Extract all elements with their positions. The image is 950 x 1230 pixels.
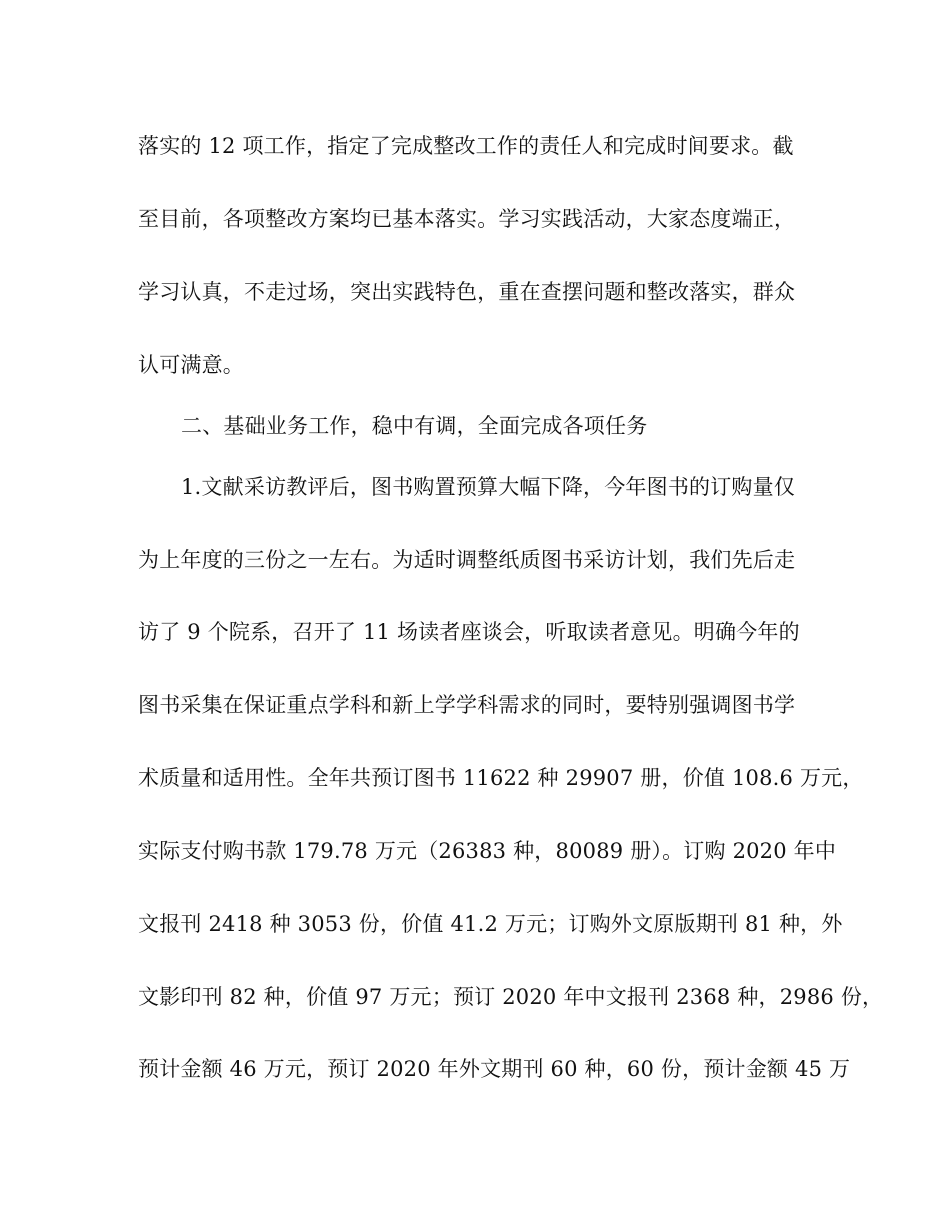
- paragraph-line: 访了 9 个院系，召开了 11 场读者座谈会，听取读者意见。明确今年的: [138, 620, 800, 644]
- paragraph-line: 文报刊 2418 种 3053 份，价值 41.2 万元；订购外文原版期刊 81 种，外: [138, 912, 843, 936]
- paragraph-line: 实际支付购书款 179.78 万元（26383 种，80089 册）。订购 2020 年中: [138, 839, 837, 863]
- paragraph-line: 认可满意。: [138, 353, 244, 377]
- paragraph-line: 文影印刊 82 种，价值 97 万元；预订 2020 年中文报刊 2368 种，2986 份，: [138, 985, 884, 1009]
- paragraph-line: 落实的 12 项工作，指定了完成整改工作的责任人和完成时间要求。截: [138, 134, 794, 158]
- paragraph-line: 学习认真，不走过场，突出实践特色，重在查摆问题和整改落实，群众: [138, 280, 796, 304]
- paragraph-line: 为上年度的三份之一左右。为适时调整纸质图书采访计划，我们先后走: [138, 548, 796, 572]
- paragraph-line: 1.文献采访教评后，图书购置预算大幅下降，今年图书的订购量仅: [181, 475, 796, 499]
- paragraph-line: 图书采集在保证重点学科和新上学学科需求的同时，要特别强调图书学: [138, 693, 796, 717]
- paragraph-line: 预计金额 46 万元，预订 2020 年外文期刊 60 种，60 份，预计金额 45 万: [138, 1057, 851, 1081]
- section-heading: 二、基础业务工作，稳中有调，全面完成各项任务: [181, 414, 648, 438]
- paragraph-line: 至目前，各项整改方案均已基本落实。学习实践活动，大家态度端正，: [138, 207, 796, 231]
- paragraph-line: 术质量和适用性。全年共预订图书 11622 种 29907 册，价值 108.6 万元，: [138, 766, 864, 790]
